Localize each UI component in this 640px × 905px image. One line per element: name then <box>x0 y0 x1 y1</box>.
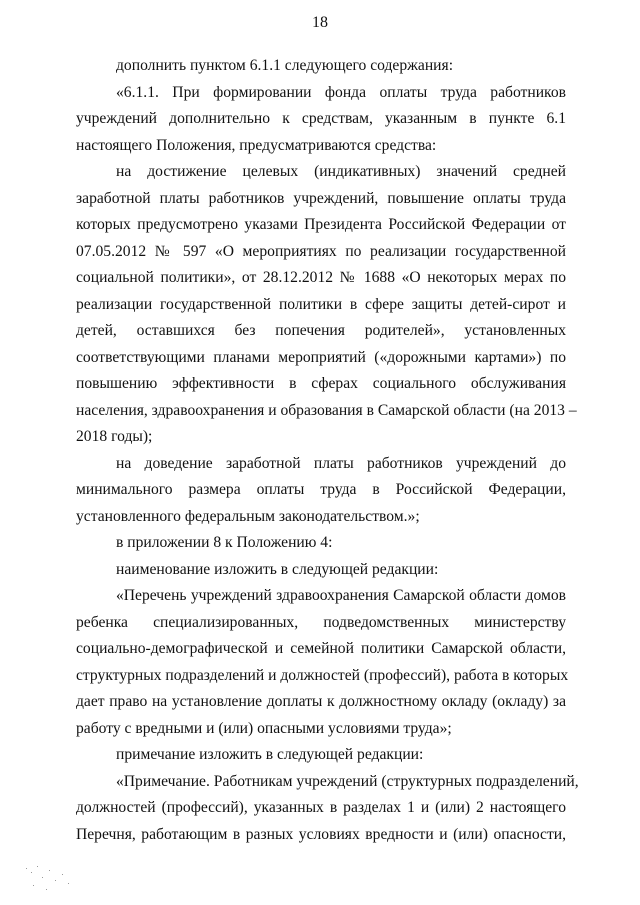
text-line: 07.05.2012 № 597 «О мероприятиях по реализации государственной <box>76 242 566 260</box>
text-line: которых предусмотрено указами Президента Российской Федерации от <box>76 216 566 233</box>
text-line: «Примечание. Работникам учреждений (структурных подразделений, <box>116 772 579 790</box>
text-line: повышению эффективности в сферах социального обслуживания <box>76 375 566 392</box>
text-line: на достижение целевых (индикативных) значений средней <box>116 163 566 180</box>
document-body <box>76 53 579 848</box>
text-line: социальной политики», от 28.12.2012 № 1688 «О некоторых мерах по <box>76 269 566 286</box>
text-line: соответствующими планами мероприятий («дорожными картами») по <box>76 348 566 366</box>
text-line: наименование изложить в следующей редакции: <box>116 560 439 578</box>
text-line: населения, здравоохранения и образования в Самарской области (на 2013 – <box>76 401 577 419</box>
page-number: 18 <box>312 14 328 31</box>
text-line: социально-демографической и семейной политики Самарской области, <box>76 640 566 657</box>
text-line: «6.1.1. При формировании фонда оплаты труда работников <box>116 83 566 101</box>
text-line: установленного федеральным законодательством.»; <box>76 507 420 525</box>
text-line: детей, оставшихся без попечения родителей», установленных <box>76 322 566 339</box>
text-line: структурных подразделений и должностей (профессий), работа в которых <box>76 666 569 684</box>
text-line: примечание изложить в следующей редакции: <box>116 746 424 763</box>
text-line: дает право на установление доплаты к должностному окладу (окладу) за <box>76 693 566 710</box>
scan-noise <box>22 858 82 898</box>
text-line: в приложении 8 к Положению 4: <box>116 534 333 551</box>
text-line: «Перечень учреждений здравоохранения Самарской области домов <box>116 587 566 604</box>
text-line: на доведение заработной платы работников учреждений до <box>116 454 566 472</box>
text-line: настоящего Положения, предусматриваются средства: <box>76 136 437 154</box>
text-line: 2018 годы); <box>76 428 153 445</box>
text-line: должностей (профессий), указанных в разделах 1 и (или) 2 настоящего <box>76 799 566 816</box>
text-line: минимального размера оплаты труда в Российской Федерации, <box>76 481 566 498</box>
text-line: ребенка специализированных, подведомственных министерству <box>76 613 566 631</box>
text-line: работу с вредными и (или) опасными условиями труда»; <box>76 719 452 737</box>
text-line: заработной платы работников учреждений, повышение оплаты труда <box>76 189 566 207</box>
text-line: реализации государственной политики в сфере защиты детей-сирот и <box>76 295 566 313</box>
text-line: Перечня, работающим в разных условиях вредности и (или) опасности, <box>76 825 566 843</box>
text-line: дополнить пунктом 6.1.1 следующего содержания: <box>116 57 454 74</box>
text-line: учреждений дополнительно к средствам, указанным в пункте 6.1 <box>76 110 566 127</box>
